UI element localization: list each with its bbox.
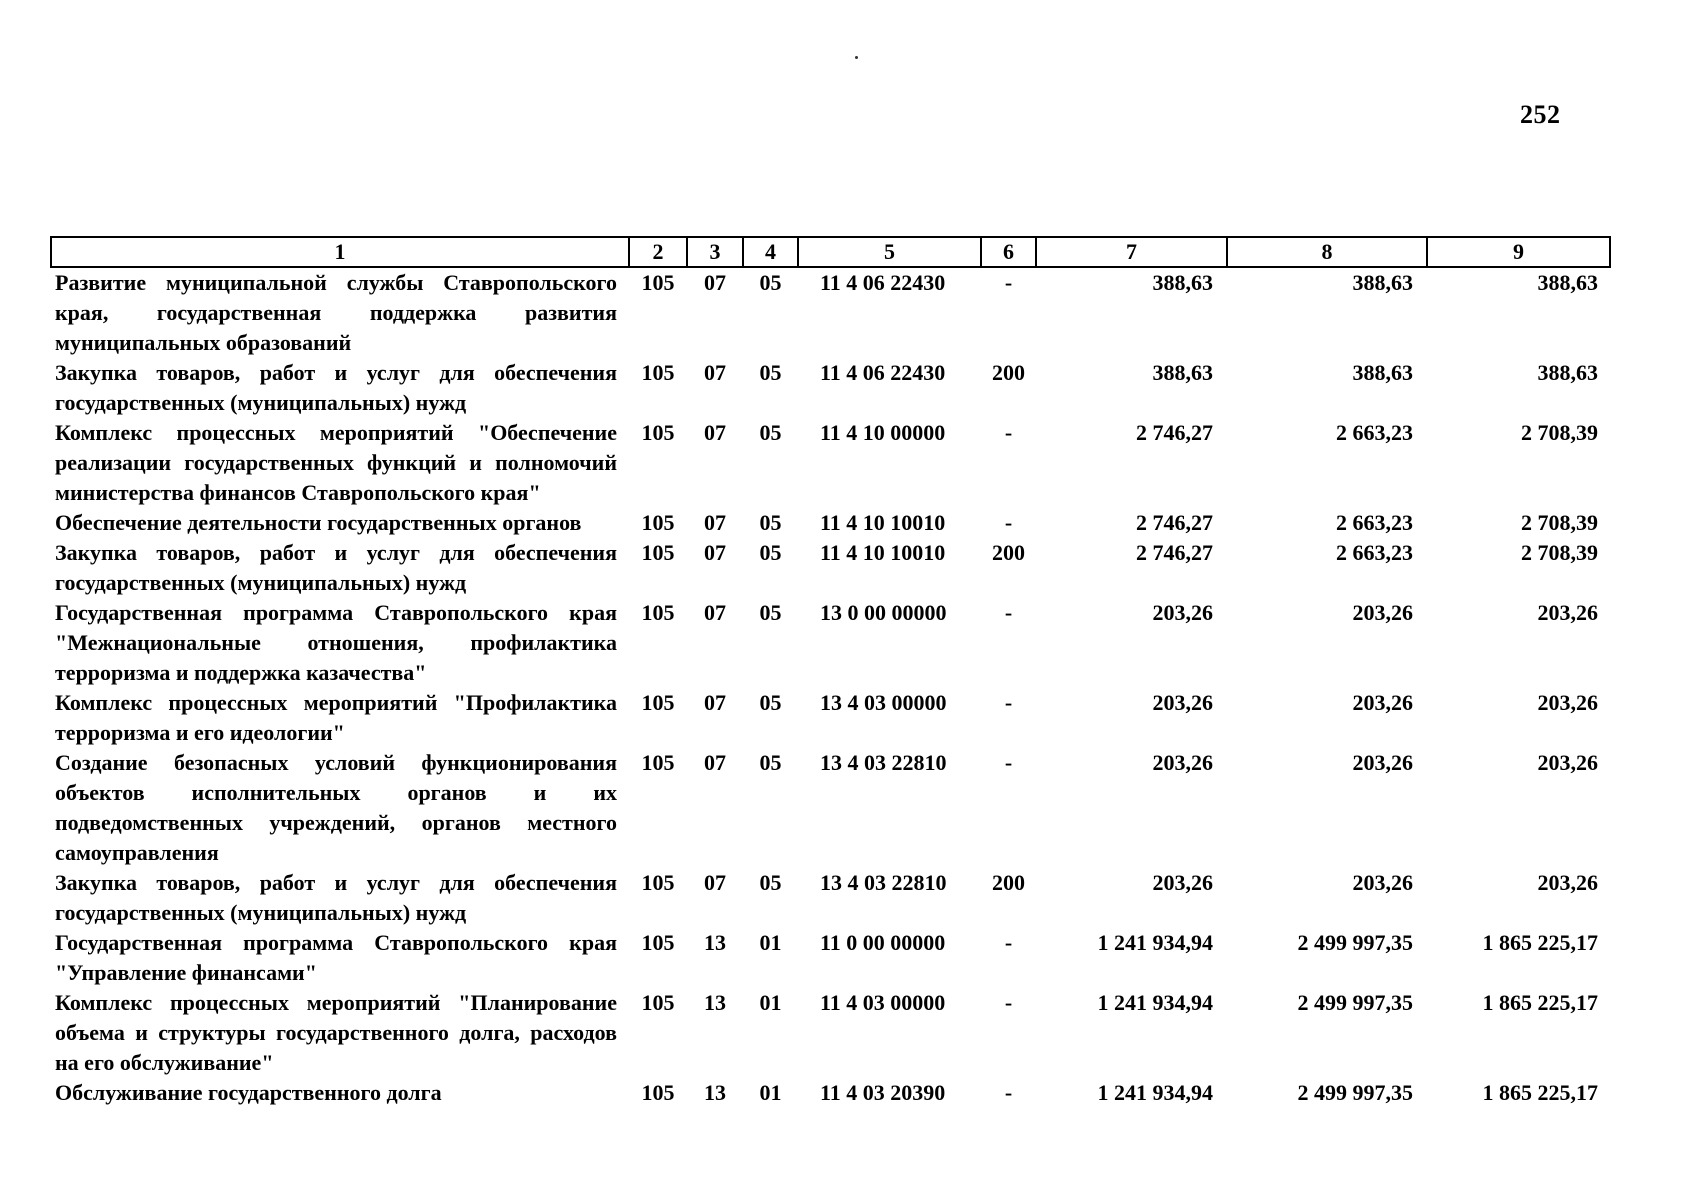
row-code-2: 105 bbox=[641, 540, 675, 565]
row-code-6: - bbox=[1004, 750, 1013, 775]
row-amount-7: 388,63 bbox=[1152, 360, 1213, 385]
row-amount-8: 388,63 bbox=[1352, 360, 1413, 385]
row-amount-9: 203,26 bbox=[1537, 600, 1598, 625]
row-code-5: 13 4 03 22810 bbox=[820, 870, 947, 895]
row-code-5: 11 4 10 00000 bbox=[820, 420, 946, 445]
column-header-9: 9 bbox=[1427, 237, 1610, 267]
row-code-6: - bbox=[1004, 1080, 1013, 1105]
row-code-2: 105 bbox=[641, 750, 675, 775]
row-amount-9: 388,63 bbox=[1537, 360, 1598, 385]
row-amount-9: 2 708,39 bbox=[1521, 540, 1598, 565]
row-code-4: 05 bbox=[759, 510, 782, 535]
row-code-4: 05 bbox=[759, 750, 782, 775]
row-code-4: 05 bbox=[759, 420, 782, 445]
row-code-5: 13 0 00 00000 bbox=[820, 600, 947, 625]
table-row bbox=[51, 748, 1610, 868]
row-amount-9: 1 865 225,17 bbox=[1482, 990, 1598, 1015]
row-amount-9: 203,26 bbox=[1537, 870, 1598, 895]
row-amount-8: 2 499 997,35 bbox=[1297, 1080, 1413, 1105]
row-code-5: 11 4 10 10010 bbox=[820, 540, 946, 565]
table-row bbox=[51, 508, 1610, 538]
table-row bbox=[51, 928, 1610, 988]
row-amount-7: 203,26 bbox=[1152, 690, 1213, 715]
row-name: Комплекс процессных мероприятий "Обеспечение реализации государственных функций и полномочий министерства финансов Ставропольского края" bbox=[55, 420, 617, 505]
row-code-6: - bbox=[1004, 270, 1013, 295]
row-name: Обеспечение деятельности государственных органов bbox=[55, 510, 582, 535]
row-amount-8: 2 663,23 bbox=[1336, 540, 1413, 565]
row-code-4: 01 bbox=[759, 930, 782, 955]
row-code-4: 05 bbox=[759, 540, 782, 565]
column-header-8: 8 bbox=[1227, 237, 1427, 267]
row-code-6: 200 bbox=[992, 360, 1025, 385]
row-code-3: 07 bbox=[704, 270, 726, 295]
table-row bbox=[51, 1078, 1610, 1108]
row-code-5: 11 4 06 22430 bbox=[820, 360, 946, 385]
row-code-2: 105 bbox=[641, 270, 675, 295]
row-code-4: 05 bbox=[759, 870, 782, 895]
column-header-7: 7 bbox=[1036, 237, 1227, 267]
row-code-2: 105 bbox=[641, 990, 675, 1015]
table-row bbox=[51, 988, 1610, 1078]
table-row bbox=[51, 598, 1610, 688]
table-row bbox=[51, 688, 1610, 748]
row-amount-7: 2 746,27 bbox=[1136, 540, 1213, 565]
row-name: Развитие муниципальной службы Ставропольского края, государственная поддержка развития муниципальных образований bbox=[55, 270, 617, 355]
row-name: Комплекс процессных мероприятий "Планирование объема и структуры государственного долга, расходов на его обслуживание" bbox=[55, 990, 617, 1075]
row-amount-7: 1 241 934,94 bbox=[1097, 1080, 1213, 1105]
row-amount-8: 203,26 bbox=[1352, 870, 1413, 895]
row-code-3: 13 bbox=[704, 990, 726, 1015]
row-amount-7: 2 746,27 bbox=[1136, 510, 1213, 535]
table-row bbox=[51, 538, 1610, 598]
scan-speck bbox=[855, 56, 858, 59]
row-amount-7: 1 241 934,94 bbox=[1097, 930, 1213, 955]
row-amount-9: 388,63 bbox=[1537, 270, 1598, 295]
row-code-5: 11 4 03 00000 bbox=[820, 990, 946, 1015]
column-header-4: 4 bbox=[743, 237, 798, 267]
table-header bbox=[51, 237, 1610, 267]
row-amount-8: 2 499 997,35 bbox=[1297, 990, 1413, 1015]
table-row bbox=[51, 267, 1610, 358]
row-amount-8: 2 663,23 bbox=[1336, 420, 1413, 445]
row-code-2: 105 bbox=[641, 420, 675, 445]
row-code-3: 07 bbox=[704, 690, 726, 715]
row-amount-8: 203,26 bbox=[1352, 600, 1413, 625]
row-code-3: 07 bbox=[704, 420, 726, 445]
row-amount-7: 203,26 bbox=[1152, 750, 1213, 775]
row-code-3: 07 bbox=[704, 360, 726, 385]
row-amount-9: 203,26 bbox=[1537, 750, 1598, 775]
row-code-3: 07 bbox=[704, 870, 726, 895]
row-name: Закупка товаров, работ и услуг для обеспечения государственных (муниципальных) нужд bbox=[55, 540, 617, 595]
header-row bbox=[51, 237, 1610, 267]
column-header-2: 2 bbox=[629, 237, 687, 267]
row-code-5: 11 4 06 22430 bbox=[820, 270, 946, 295]
row-code-6: - bbox=[1004, 990, 1013, 1015]
row-amount-8: 2 499 997,35 bbox=[1297, 930, 1413, 955]
row-amount-9: 1 865 225,17 bbox=[1482, 930, 1598, 955]
column-header-5: 5 bbox=[798, 237, 981, 267]
column-header-3: 3 bbox=[687, 237, 743, 267]
row-code-5: 11 0 00 00000 bbox=[820, 930, 946, 955]
page-number: 252 bbox=[1520, 100, 1561, 129]
row-code-5: 13 4 03 22810 bbox=[820, 750, 947, 775]
row-amount-7: 2 746,27 bbox=[1136, 420, 1213, 445]
row-code-2: 105 bbox=[641, 690, 675, 715]
row-code-6: 200 bbox=[992, 540, 1025, 565]
row-amount-7: 203,26 bbox=[1152, 600, 1213, 625]
row-code-2: 105 bbox=[641, 870, 675, 895]
row-amount-8: 203,26 bbox=[1352, 690, 1413, 715]
row-code-6: - bbox=[1004, 930, 1013, 955]
row-code-3: 07 bbox=[704, 600, 726, 625]
row-amount-9: 2 708,39 bbox=[1521, 510, 1598, 535]
row-amount-7: 1 241 934,94 bbox=[1097, 990, 1213, 1015]
row-amount-8: 203,26 bbox=[1352, 750, 1413, 775]
row-code-4: 05 bbox=[759, 600, 782, 625]
table-row bbox=[51, 418, 1610, 508]
table-row bbox=[51, 358, 1610, 418]
row-code-6: 200 bbox=[992, 870, 1025, 895]
row-code-3: 13 bbox=[704, 930, 726, 955]
column-header-6: 6 bbox=[981, 237, 1036, 267]
row-name: Закупка товаров, работ и услуг для обеспечения государственных (муниципальных) нужд bbox=[55, 870, 617, 925]
row-code-6: - bbox=[1004, 420, 1013, 445]
row-code-5: 11 4 10 10010 bbox=[820, 510, 946, 535]
row-amount-8: 388,63 bbox=[1352, 270, 1413, 295]
row-name: Закупка товаров, работ и услуг для обеспечения государственных (муниципальных) нужд bbox=[55, 360, 617, 415]
row-code-2: 105 bbox=[641, 930, 675, 955]
row-amount-7: 388,63 bbox=[1152, 270, 1213, 295]
row-code-4: 05 bbox=[759, 690, 782, 715]
row-code-4: 05 bbox=[759, 270, 782, 295]
row-code-4: 01 bbox=[759, 1080, 782, 1105]
table-body bbox=[51, 267, 1610, 1108]
row-name: Создание безопасных условий функционирования объектов исполнительных органов и их подведомственных учреждений, органов местного самоуправления bbox=[55, 750, 617, 865]
row-code-6: - bbox=[1004, 600, 1013, 625]
row-code-5: 13 4 03 00000 bbox=[820, 690, 947, 715]
row-name: Государственная программа Ставропольского края "Управление финансами" bbox=[55, 930, 617, 985]
row-code-6: - bbox=[1004, 510, 1013, 535]
row-code-3: 07 bbox=[704, 750, 726, 775]
row-name: Комплекс процессных мероприятий "Профилактика терроризма и его идеологии" bbox=[55, 690, 617, 745]
row-code-6: - bbox=[1004, 690, 1013, 715]
row-amount-7: 203,26 bbox=[1152, 870, 1213, 895]
row-code-4: 05 bbox=[759, 360, 782, 385]
row-code-4: 01 bbox=[759, 990, 782, 1015]
row-code-3: 13 bbox=[704, 1080, 726, 1105]
row-code-3: 07 bbox=[704, 540, 726, 565]
row-code-2: 105 bbox=[641, 360, 675, 385]
row-amount-8: 2 663,23 bbox=[1336, 510, 1413, 535]
row-code-2: 105 bbox=[641, 510, 675, 535]
row-amount-9: 2 708,39 bbox=[1521, 420, 1598, 445]
row-code-5: 11 4 03 20390 bbox=[820, 1080, 946, 1105]
row-amount-9: 203,26 bbox=[1537, 690, 1598, 715]
column-header-1: 1 bbox=[51, 237, 629, 267]
row-code-3: 07 bbox=[704, 510, 726, 535]
row-amount-9: 1 865 225,17 bbox=[1482, 1080, 1598, 1105]
row-code-2: 105 bbox=[641, 1080, 675, 1105]
row-code-2: 105 bbox=[641, 600, 675, 625]
table-row bbox=[51, 868, 1610, 928]
row-name: Обслуживание государственного долга bbox=[55, 1080, 442, 1105]
budget-table bbox=[50, 236, 1611, 1108]
row-name: Государственная программа Ставропольского края "Межнациональные отношения, профилактика терроризма и поддержка казачества" bbox=[55, 600, 617, 685]
